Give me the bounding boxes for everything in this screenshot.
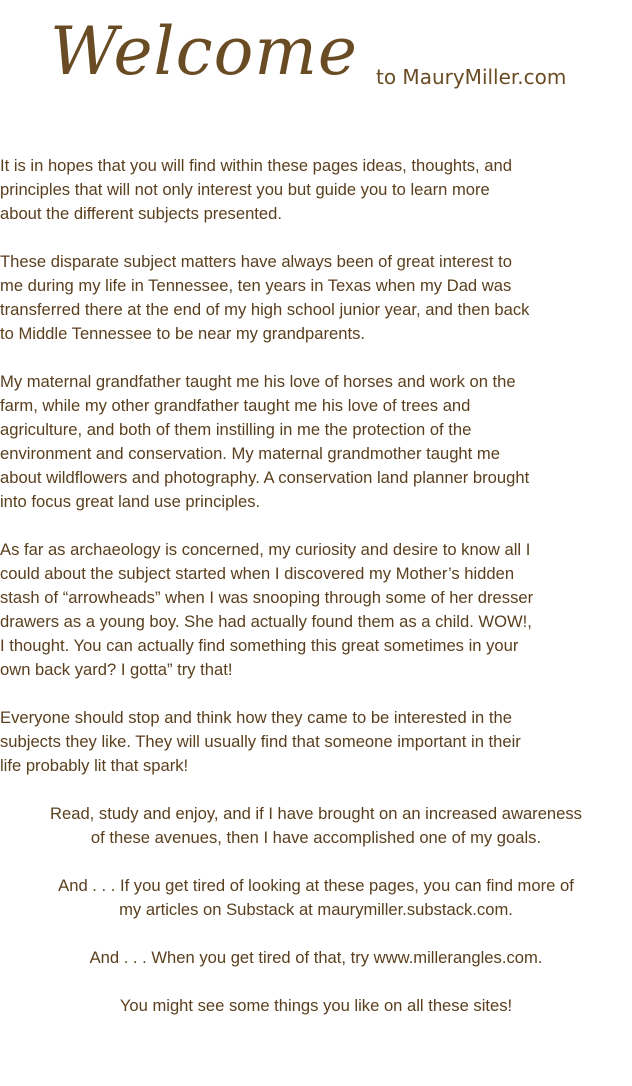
text-line: And . . . When you get tired of that, try www.millerangles.com. <box>89 948 543 967</box>
text-line: My maternal grandfather taught me his love of horses and work on the <box>0 372 516 391</box>
text-line: These disparate subject matters have always been of great interest to <box>0 252 512 271</box>
text-line: my articles on Substack at maurymiller.substack.com. <box>119 900 513 919</box>
text-line: environment and conservation. My maternal grandmother taught me <box>0 444 500 463</box>
site-name: to MauryMiller.com <box>376 65 567 89</box>
text-line: agriculture, and both of them instilling in me the protection of the <box>0 420 472 439</box>
text-line: transferred there at the end of my high school junior year, and then back <box>0 300 530 319</box>
text-line: And . . . If you get tired of looking at these pages, you can find more of <box>58 876 574 895</box>
grandparents-paragraph <box>0 370 632 514</box>
welcome-text <box>0 154 632 1018</box>
text-line: As far as archaeology is concerned, my curiosity and desire to know all I <box>0 540 531 559</box>
text-line: of these avenues, then I have accomplished one of my goals. <box>90 828 542 847</box>
text-line: principles that will not only interest you but guide you to learn more <box>0 180 490 199</box>
closing-paragraph <box>0 994 632 1018</box>
text-line: to Middle Tennessee to be near my grandparents. <box>0 324 365 343</box>
text-line: life probably lit that spark! <box>0 756 189 775</box>
text-line: drawers as a young boy. She had actually found them as a child. WOW!, <box>0 612 532 631</box>
text-line: about the different subjects presented. <box>0 204 282 223</box>
text-line: You might see some things you like on all these sites! <box>119 996 513 1015</box>
text-line: stash of “arrowheads” when I was snooping through some of her dresser <box>0 588 534 607</box>
substack-paragraph <box>0 874 632 922</box>
text-line: own back yard? I gotta” try that! <box>0 660 233 679</box>
text-line: subjects they like. They will usually find that someone important in their <box>0 732 521 751</box>
text-line: Read, study and enjoy, and if I have brought on an increased awareness <box>50 804 582 823</box>
text-line: about wildflowers and photography. A conservation land planner brought <box>0 468 530 487</box>
text-line: Everyone should stop and think how they came to be interested in the <box>0 708 512 727</box>
reflection-paragraph <box>0 706 632 778</box>
text-line: I thought. You can actually find something this great sometimes in your <box>0 636 519 655</box>
goals-paragraph <box>0 802 632 850</box>
text-line: farm, while my other grandfather taught me his love of trees and <box>0 396 471 415</box>
text-line: could about the subject started when I discovered my Mother’s hidden <box>0 564 515 583</box>
intro-paragraph <box>0 154 632 226</box>
text-line: It is in hopes that you will find within these pages ideas, thoughts, and <box>0 156 512 175</box>
millerangles-paragraph <box>0 946 632 970</box>
welcome-title: Welcome <box>50 13 358 90</box>
page-header <box>0 0 632 110</box>
archaeology-paragraph <box>0 538 632 682</box>
text-line: me during my life in Tennessee, ten years in Texas when my Dad was <box>0 276 512 295</box>
text-line: into focus great land use principles. <box>0 492 261 511</box>
interests-paragraph <box>0 250 632 346</box>
